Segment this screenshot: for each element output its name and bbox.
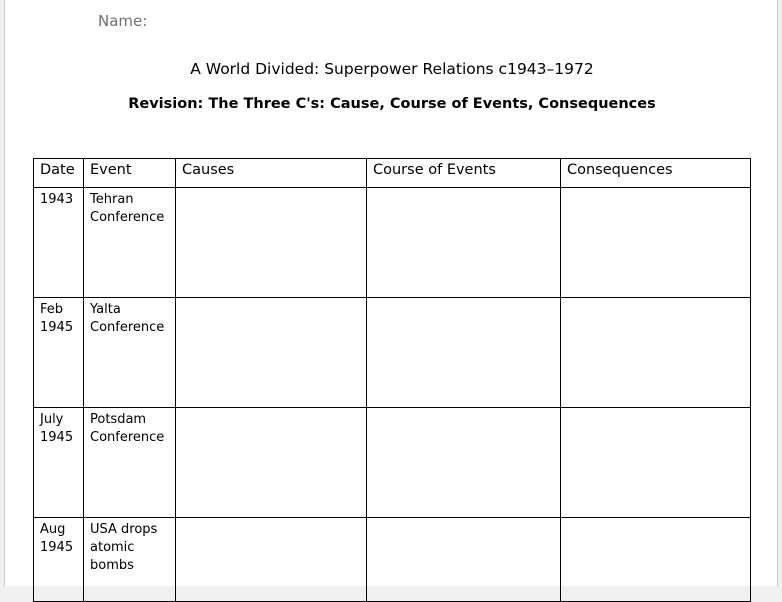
- document-subtitle: Revision: The Three C's: Cause, Course of Events, Consequences: [128, 96, 656, 112]
- table-row: [34, 518, 751, 602]
- consequences-cell[interactable]: [561, 518, 751, 602]
- course-cell[interactable]: [367, 518, 561, 602]
- event-cell: Potsdam Conference: [84, 408, 176, 518]
- event-cell: USA drops atomic bombs: [84, 518, 176, 602]
- date-cell: Feb 1945: [34, 298, 84, 408]
- header-course: Course of Events: [367, 159, 561, 188]
- date-cell: 1943: [34, 188, 84, 298]
- revision-table: [33, 158, 751, 602]
- date-cell: July 1945: [34, 408, 84, 518]
- document-page: [4, 0, 778, 586]
- document-title: A World Divided: Superpower Relations c1943–1972: [190, 60, 594, 78]
- name-label: Name:: [98, 12, 148, 30]
- header-date: Date: [34, 159, 84, 188]
- header-consequences: Consequences: [561, 159, 751, 188]
- course-cell[interactable]: [367, 408, 561, 518]
- course-cell[interactable]: [367, 188, 561, 298]
- date-cell: Aug 1945: [34, 518, 84, 602]
- table-row: [34, 298, 751, 408]
- consequences-cell[interactable]: [561, 298, 751, 408]
- header-row: [34, 159, 751, 188]
- causes-cell[interactable]: [176, 408, 367, 518]
- consequences-cell[interactable]: [561, 188, 751, 298]
- table-row: [34, 188, 751, 298]
- table-row: [34, 408, 751, 518]
- consequences-cell[interactable]: [561, 408, 751, 518]
- event-cell: Tehran Conference: [84, 188, 176, 298]
- causes-cell[interactable]: [176, 518, 367, 602]
- header-event: Event: [84, 159, 176, 188]
- causes-cell[interactable]: [176, 298, 367, 408]
- causes-cell[interactable]: [176, 188, 367, 298]
- course-cell[interactable]: [367, 298, 561, 408]
- event-cell: Yalta Conference: [84, 298, 176, 408]
- header-causes: Causes: [176, 159, 367, 188]
